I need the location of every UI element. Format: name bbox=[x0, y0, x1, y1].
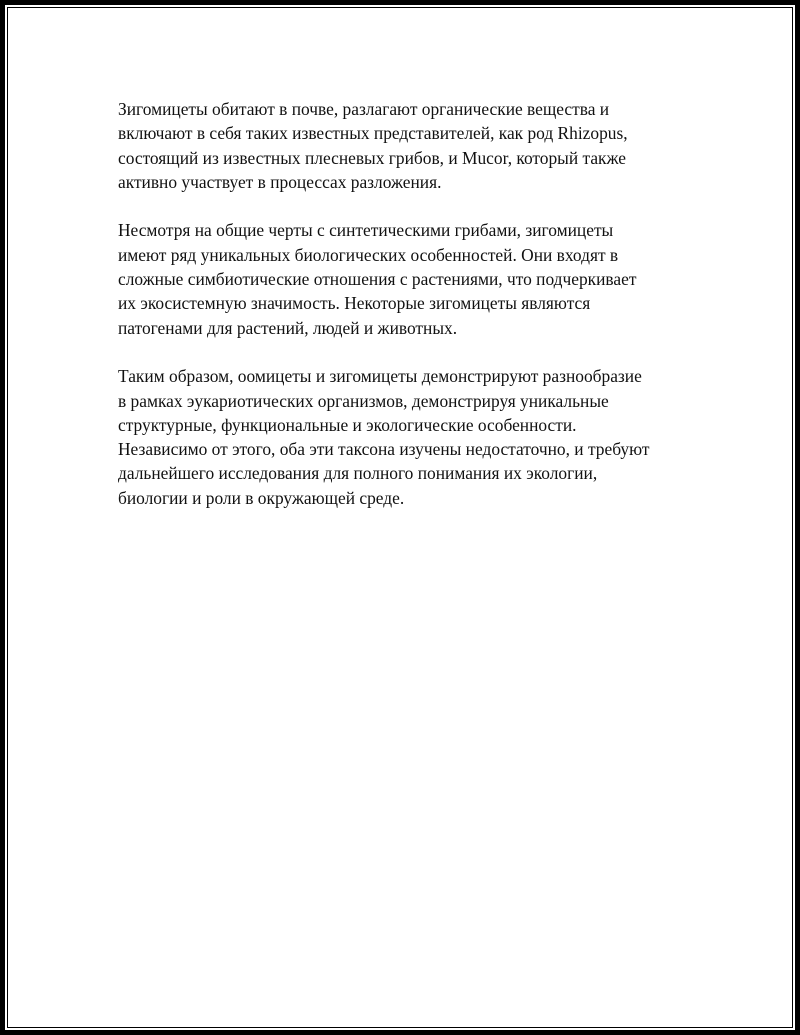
document-body bbox=[118, 97, 698, 534]
paragraph-line: Таким образом, оомицеты и зигомицеты демонстрируют разнообразие bbox=[118, 366, 642, 387]
paragraph-line: Несмотря на общие черты с синтетическими грибами, зигомицеты bbox=[118, 220, 614, 241]
paragraph-1 bbox=[118, 97, 698, 194]
paragraph-line: Зигомицеты обитают в почве, разлагают органические вещества и bbox=[118, 99, 610, 119]
paragraph-3 bbox=[118, 364, 698, 510]
paragraph-line: биологии и роли в окружающей среде. bbox=[118, 487, 405, 508]
paragraph-2 bbox=[118, 218, 698, 339]
paragraph-line: Независимо от этого, оба эти таксона изучены недостаточно, и требуют bbox=[118, 439, 650, 460]
paragraph-line: их экосистемную значимость. Некоторые зигомицеты являются bbox=[118, 293, 591, 314]
paragraph-line: имеют ряд уникальных биологических особенностей. Они входят в bbox=[118, 244, 619, 265]
paragraph-line: сложные симбиотические отношения с растениями, что подчеркивает bbox=[118, 269, 637, 290]
paragraph-line: состоящий из известных плесневых грибов, и Mucor, который также bbox=[118, 147, 627, 168]
paragraph-line: структурные, функциональные и экологические особенности. bbox=[118, 414, 577, 435]
paragraph-line: патогенами для растений, людей и животных. bbox=[118, 317, 458, 338]
paragraph-line: включают в себя таких известных представителей, как род Rhizopus, bbox=[118, 123, 628, 144]
paragraph-line: в рамках эукариотических организмов, демонстрируя уникальные bbox=[118, 390, 609, 411]
paragraph-line: дальнейшего исследования для полного понимания их экологии, bbox=[118, 463, 598, 484]
paragraph-line: активно участвует в процессах разложения. bbox=[118, 171, 442, 192]
